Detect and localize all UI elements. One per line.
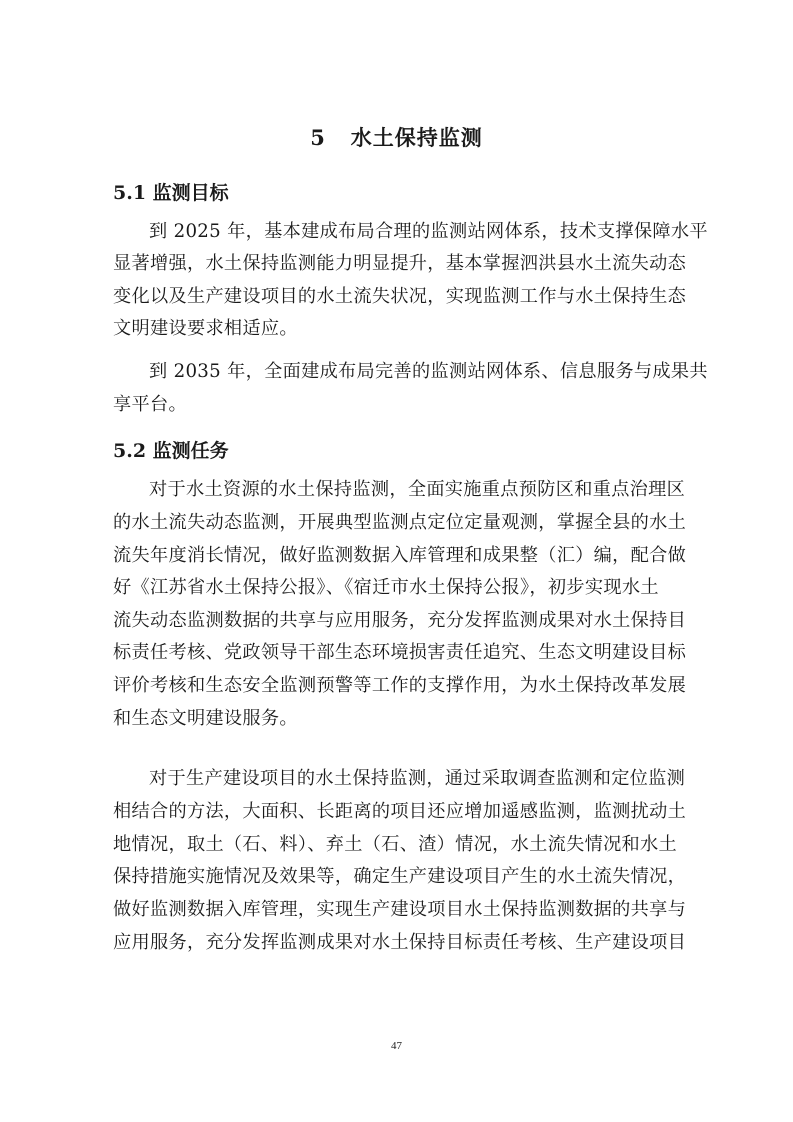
page-number: 47 (391, 1040, 402, 1052)
paragraph-line: 做好监测数据入库管理，实现生产建设项目水土保持监测数据的共享与 (113, 899, 687, 920)
paragraph-line: 对于生产建设项目的水土保持监测，通过采取调查监测和定位监测 (149, 768, 686, 789)
paragraph-line: 流失动态监测数据的共享与应用服务，充分发挥监测成果对水土保持目 (113, 610, 687, 631)
section-heading-5-1: 5.1 监测目标 (113, 182, 229, 204)
paragraph-line: 标责任考核、党政领导干部生态环境损害责任追究、生态文明建设目标 (113, 642, 687, 663)
chapter-title: 5 水土保持监测 (310, 125, 483, 150)
paragraph-line: 到 2025 年，基本建成布局合理的监测站网体系，技术支撑保障水平 (149, 221, 708, 242)
paragraph-line: 地情况，取土（石、料）、弃土（石、渣）情况，水土流失情况和水土 (113, 834, 678, 855)
paragraph-line: 保持措施实施情况及效果等，确定生产建设项目产生的水土流失情况， (113, 866, 687, 887)
paragraph-line: 和生态文明建设服务。 (113, 708, 298, 729)
paragraph-line: 评价考核和生态安全监测预警等工作的支撑作用，为水土保持改革发展 (113, 675, 687, 696)
paragraph-line: 显著增强，水土保持监测能力明显提升，基本掌握泗洪县水土流失动态 (113, 253, 687, 274)
paragraph-line: 的水土流失动态监测，开展典型监测点定位定量观测，掌握全县的水土 (113, 512, 687, 533)
paragraph-line: 到 2035 年，全面建成布局完善的监测站网体系、信息服务与成果共 (149, 361, 708, 382)
paragraph-line: 流失年度消长情况，做好监测数据入库管理和成果整（汇）编，配合做 (113, 545, 687, 566)
paragraph-line: 相结合的方法，大面积、长距离的项目还应增加遥感监测，监测扰动土 (113, 801, 687, 822)
section-heading-5-2: 5.2 监测任务 (113, 440, 229, 462)
paragraph-line: 变化以及生产建设项目的水土流失状况，实现监测工作与水土保持生态 (113, 286, 687, 307)
paragraph-line: 好《江苏省水土保持公报》、《宿迁市水土保持公报》，初步实现水土 (113, 577, 659, 598)
paragraph-line: 享平台。 (113, 394, 187, 415)
paragraph-line: 对于水土资源的水土保持监测，全面实施重点预防区和重点治理区 (149, 479, 686, 500)
paragraph-line: 应用服务，充分发挥监测成果对水土保持目标责任考核、生产建设项目 (113, 932, 687, 953)
paragraph-line: 文明建设要求相适应。 (113, 318, 298, 339)
